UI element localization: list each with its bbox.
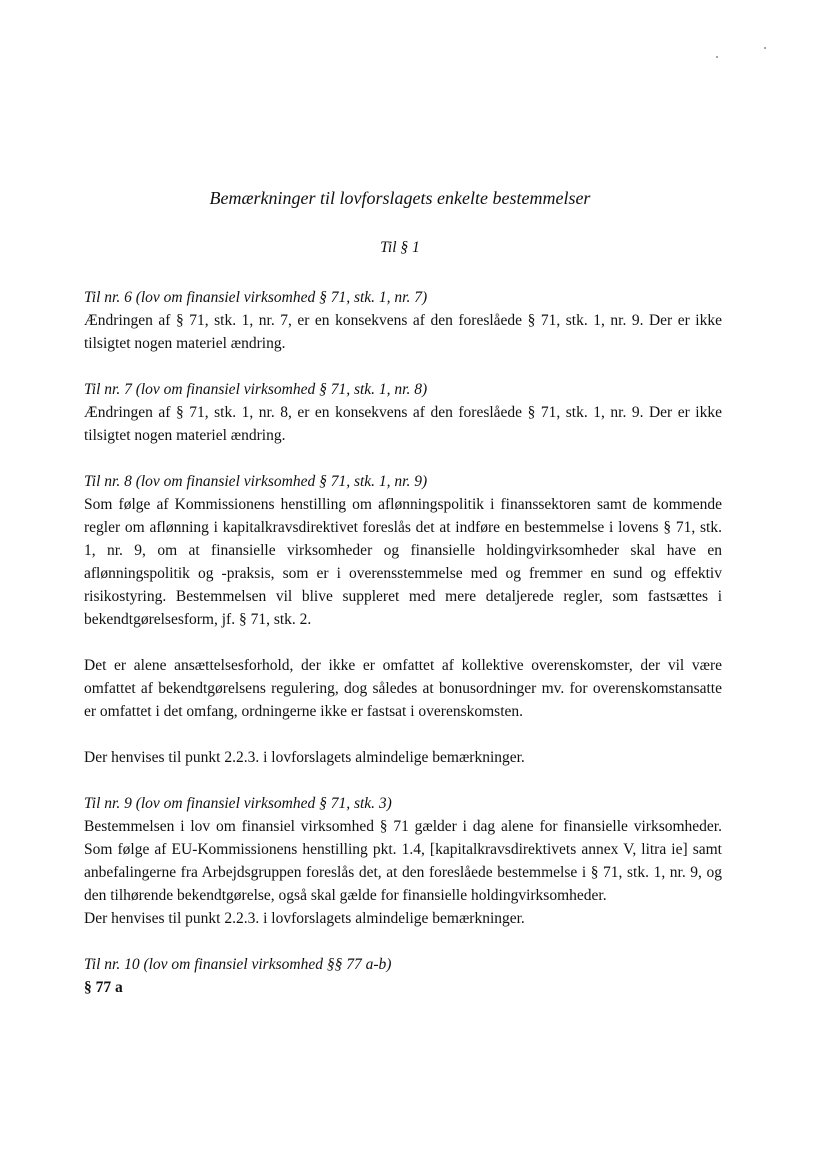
paragraph: Som følge af Kommissionens henstilling om aflønningspolitik i finanssektoren samt de kommende regler om aflønning i kapitalkravsdirektivet foreslås det at indføre en bestemmelse i lovens § 71, stk. 1, nr. 9, om at finansielle virksomheder og finansielle holdingvirksomheder skal have en aflønningspolitik og -praksis, som er i overensstemmelse med og fremmer en sund og effektiv risikostyring. Bestemmelsen vil blive suppleret med mere detaljerede regler, som fastsættes i bekendtgørelsesform, jf. § 71, stk. 2. — [84, 496, 722, 628]
section-heading: Til nr. 8 (lov om finansiel virksomhed § 71, stk. 1, nr. 9) — [84, 473, 428, 490]
section-nr-6 — [84, 286, 722, 355]
paragraph: Bestemmelsen i lov om finansiel virksomhed § 71 gælder i dag alene for finansielle virksomheder. Som følge af EU-Kommissionens henstilling pkt. 1.4, [kapitalkravsdirektivets annex V, litra ie] samt anbefalingerne fra Arbejdsgruppen foreslås det, at den foreslåede bestemmelse i § 71, stk. 1, nr. 9, og den tilhørende bekendtgørelse, også skal gælde for finansielle holdingvirksomheder. — [84, 818, 722, 904]
section-heading: Til nr. 10 (lov om finansiel virksomhed §§ 77 a-b) — [84, 956, 392, 973]
section-heading: Til nr. 6 (lov om finansiel virksomhed § 71, stk. 1, nr. 7) — [84, 289, 428, 306]
section-nr-7 — [84, 378, 722, 447]
document-body — [84, 286, 722, 1022]
paragraph: Det er alene ansættelsesforhold, der ikke er omfattet af kollektive overenskomster, der vil være omfattet af bekendtgørelsens regulering, dog således at bonusordninger mv. for overenskomstansatte er omfattet i det omfang, ordningerne ikke er fastsat i overenskomsten. — [84, 657, 722, 720]
paragraph: Der henvises til punkt 2.2.3. i lovforslagets almindelige bemærkninger. — [84, 910, 525, 927]
scan-speck — [716, 56, 718, 58]
paragraph-subheading: § 77 a — [84, 979, 123, 996]
document-title: Bemærkninger til lovforslagets enkelte bestemmelser — [209, 188, 591, 208]
paragraph: Ændringen af § 71, stk. 1, nr. 7, er en konsekvens af den foreslåede § 71, stk. 1, nr. 9. Der er ikke tilsigtet nogen materiel ændring. — [84, 312, 722, 352]
section-heading: Til nr. 9 (lov om finansiel virksomhed § 71, stk. 3) — [84, 795, 392, 812]
paragraph: Der henvises til punkt 2.2.3. i lovforslagets almindelige bemærkninger. — [84, 749, 525, 766]
section-nr-10 — [84, 953, 722, 999]
section-subtitle: Til § 1 — [380, 239, 420, 256]
paragraph: Ændringen af § 71, stk. 1, nr. 8, er en konsekvens af den foreslåede § 71, stk. 1, nr. 9. Der er ikke tilsigtet nogen materiel ændring. — [84, 404, 722, 444]
section-nr-9 — [84, 792, 722, 930]
section-heading: Til nr. 7 (lov om finansiel virksomhed § 71, stk. 1, nr. 8) — [84, 381, 428, 398]
scan-speck — [764, 47, 766, 49]
section-nr-8 — [84, 470, 722, 769]
